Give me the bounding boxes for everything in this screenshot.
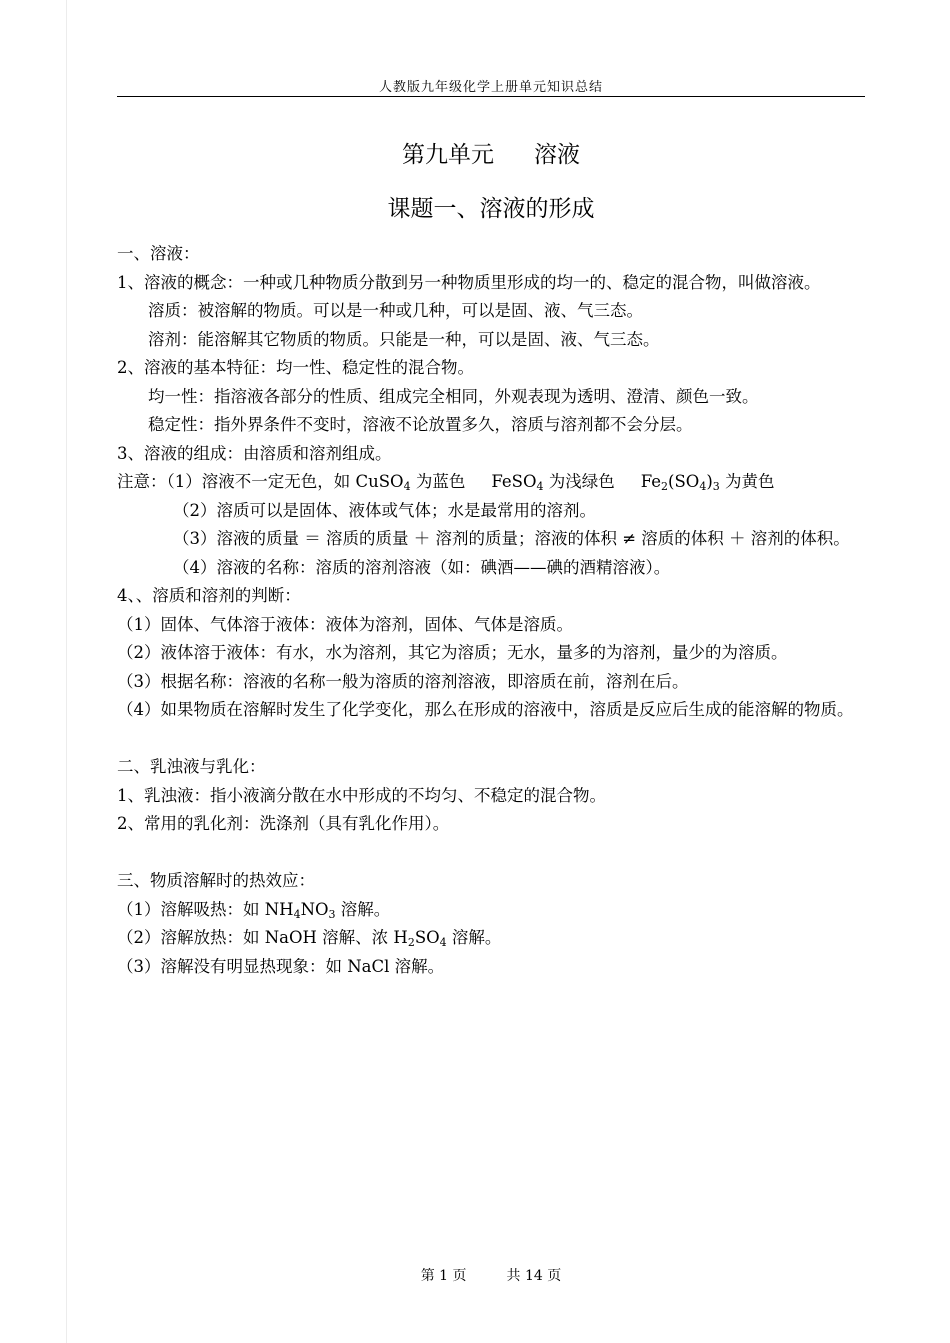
list-text: 溶解。 xyxy=(335,899,391,919)
formula: (SO xyxy=(668,472,700,491)
paragraph: 4、、溶质和溶剂的判断： xyxy=(117,586,301,605)
paragraph: 1、溶液的概念：一种或几种物质分散到另一种物质里形成的均一的、稳定的混合物，叫做溶液。 xyxy=(117,272,821,292)
spacer xyxy=(117,839,865,868)
page-total: 共 14 页 xyxy=(506,1268,562,1284)
list-text: 溶解。 xyxy=(446,928,502,947)
subscript: 4 xyxy=(536,480,544,493)
subscript: 3 xyxy=(328,907,336,921)
list-item: （3）溶解没有明显热现象：如 NaCl 溶解。 xyxy=(117,956,445,976)
list-item: （1）固体、气体溶于液体：液体为溶剂，固体、气体是溶质。 xyxy=(117,614,573,634)
subscript: 4 xyxy=(403,480,411,493)
paragraph: 2、常用的乳化剂：洗涤剂（具有乳化作用）。 xyxy=(117,814,450,833)
subscript: 4 xyxy=(439,936,447,949)
subscript: 2 xyxy=(407,936,415,949)
list-text: （1）溶解吸热：如 NH xyxy=(117,899,294,919)
paragraph: 1、乳浊液：指小液滴分散在水中形成的不均匀、不稳定的混合物。 xyxy=(117,785,606,805)
running-header: 人教版九年级化学上册单元知识总结 xyxy=(378,80,603,95)
paragraph: 3、溶液的组成：由溶质和溶剂组成。 xyxy=(117,443,392,463)
paragraph: 2、溶液的基本特征：均一性、稳定性的混合物。 xyxy=(117,358,474,377)
formula: NO xyxy=(300,899,329,919)
paragraph: 溶剂：能溶解其它物质的物质。只能是一种，可以是固、液、气三态。 xyxy=(148,329,660,349)
list-item: （2）液体溶于液体：有水，水为溶剂，其它为溶质；无水，量多的为溶剂，量少的为溶质。 xyxy=(117,643,788,662)
section-heading: 三、物质溶解时的热效应： xyxy=(117,871,315,890)
section-heading: 二、乳浊液与乳化： xyxy=(117,757,266,776)
note-line: （4）溶液的名称：溶质的溶剂溶液（如：碘酒——碘的酒精溶液）。 xyxy=(173,557,671,577)
note-line: （3）溶液的质量 ＝ 溶质的质量 ＋ 溶剂的质量；溶液的体积 ≠ 溶质的体积 ＋ 溶剂的体积。 xyxy=(173,529,850,548)
unit-name: 溶液 xyxy=(534,142,580,168)
list-item: （4）如果物质在溶解时发生了化学变化，那么在形成的溶液中，溶质是反应后生成的能溶解的物质。 xyxy=(117,700,854,719)
note-line: （2）溶质可以是固体、液体或气体；水是最常用的溶剂。 xyxy=(173,500,596,520)
section-heading: 一、溶液： xyxy=(117,244,200,263)
formula: FeSO xyxy=(491,472,537,491)
page-number: 第 1 页 xyxy=(420,1268,467,1284)
note-text: 为蓝色 xyxy=(410,472,466,491)
list-text: （2）溶解放热：如 NaOH 溶解、浓 H xyxy=(117,928,408,947)
list-item xyxy=(117,924,865,953)
header-rule xyxy=(117,96,865,97)
note-text: 为黄色 xyxy=(719,472,775,491)
unit-number: 第九单元 xyxy=(402,142,494,168)
unit-title xyxy=(117,136,865,169)
spacer xyxy=(117,725,865,754)
page-edge-line xyxy=(66,0,67,1343)
note-text: 注意：（1）溶液不一定无色，如 CuSO xyxy=(117,472,404,491)
subscript: 4 xyxy=(699,480,707,493)
formula: Fe xyxy=(640,472,662,491)
note-text: 为浅绿色 xyxy=(543,472,615,491)
subscript: 3 xyxy=(712,480,720,493)
document-body xyxy=(117,240,865,981)
note-line xyxy=(117,468,865,497)
list-item: （3）根据名称：溶液的名称一般为溶质的溶剂溶液，即溶质在前，溶剂在后。 xyxy=(117,671,689,691)
paragraph: 均一性：指溶液各部分的性质、组成完全相同，外观表现为透明、澄清、颜色一致。 xyxy=(148,386,759,406)
paragraph: 稳定性：指外界条件不变时，溶液不论放置多久，溶质与溶剂都不会分层。 xyxy=(148,415,693,434)
list-item xyxy=(117,896,865,925)
formula: ) xyxy=(706,472,713,491)
subscript: 2 xyxy=(661,480,669,493)
lesson-title: 课题一、溶液的形成 xyxy=(387,196,595,222)
formula: SO xyxy=(414,928,440,947)
paragraph: 溶质：被溶解的物质。可以是一种或几种，可以是固、液、气三态。 xyxy=(148,301,643,320)
subscript: 4 xyxy=(293,907,301,921)
page-footer xyxy=(117,1265,865,1285)
